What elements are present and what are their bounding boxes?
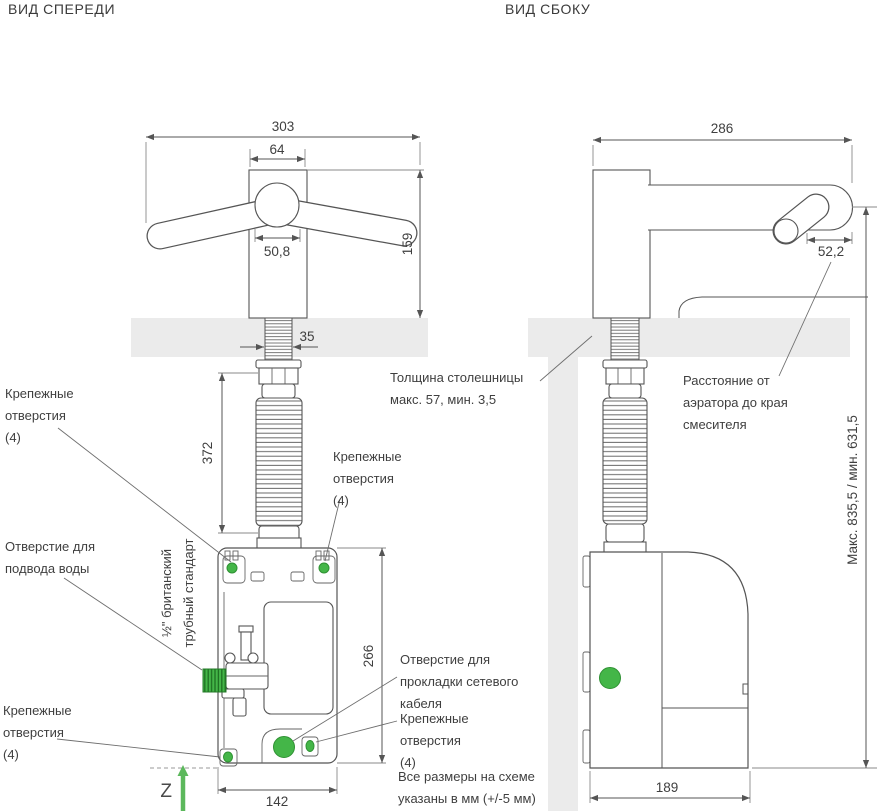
label-line: Крепежные xyxy=(5,386,74,401)
dim-front-top-width xyxy=(250,142,305,167)
label-line: подвода воды xyxy=(5,561,90,576)
dim-50-8: 50,8 xyxy=(263,244,291,259)
label-line: отверстия xyxy=(3,725,64,740)
cable-hole xyxy=(274,737,295,758)
z-axis xyxy=(150,765,218,811)
label-line: (4) xyxy=(5,430,21,445)
front-nut-assembly xyxy=(256,360,301,398)
cover-plate xyxy=(264,602,333,714)
label-line: (4) xyxy=(3,747,19,762)
control-unit-body-side xyxy=(590,552,748,768)
label-line: кабеля xyxy=(400,696,442,711)
faucet-knob xyxy=(255,183,299,227)
faucet-body-side xyxy=(593,170,650,318)
label-line: макс. 57, мин. 3,5 xyxy=(390,392,497,407)
label-line: отверстия xyxy=(5,408,66,423)
front-control-unit xyxy=(203,538,337,766)
z-axis-label: Z xyxy=(160,781,172,802)
dim-side-unit-depth xyxy=(590,771,750,803)
label-line: Крепежные xyxy=(400,711,469,726)
label-cable-hole xyxy=(400,652,518,711)
dim-189: 189 xyxy=(655,780,679,795)
label-line: (4) xyxy=(333,493,349,508)
front-hose xyxy=(256,398,302,526)
front-threaded-rod xyxy=(265,318,292,360)
label-line: отверстия xyxy=(333,471,394,486)
water-inlet-thread xyxy=(203,669,226,692)
label-dimensions-note xyxy=(398,769,536,806)
dim-front-height xyxy=(307,170,424,318)
label-line: прокладки сетевого xyxy=(400,674,519,689)
label-line: указаны в мм (+/-5 мм) xyxy=(398,791,536,806)
label-mounting-bottom-left xyxy=(3,703,72,762)
sink-outline xyxy=(679,297,868,318)
dim-35: 35 xyxy=(299,329,315,344)
dim-front-unit-height xyxy=(337,548,386,763)
mount-hole-bottom-center xyxy=(306,741,314,752)
dim-total-height xyxy=(752,207,877,768)
dim-159: 159 xyxy=(400,232,415,256)
dim-max-min-height: Макс. 835,5 / мин. 631,5 xyxy=(845,415,860,565)
label-line: Крепежные xyxy=(333,449,402,464)
front-view xyxy=(8,1,428,811)
label-line: ½" британский xyxy=(159,549,174,637)
dim-372: 372 xyxy=(200,441,215,465)
side-cabinet-panel xyxy=(548,357,578,811)
label-line: (4) xyxy=(400,755,416,770)
dim-286: 286 xyxy=(710,121,734,136)
dim-52-2: 52,2 xyxy=(817,244,845,259)
side-view-title: ВИД СБОКУ xyxy=(505,1,591,17)
label-line: Толщина столешницы xyxy=(390,370,524,385)
label-line: трубный стандарт xyxy=(181,538,196,648)
dim-aerator-offset xyxy=(807,232,852,259)
label-aerator-distance xyxy=(683,373,788,432)
z-arrow-head xyxy=(178,765,189,776)
label-mounting-mid-right xyxy=(333,449,402,508)
front-view-title: ВИД СПЕРЕДИ xyxy=(8,1,116,17)
label-line: Отверстие для xyxy=(400,652,491,667)
side-control-unit xyxy=(583,552,748,768)
label-line: аэратора до края xyxy=(683,395,788,410)
dim-front-unit-width xyxy=(218,767,337,809)
leader-mounting-bottom-left xyxy=(57,739,220,757)
label-pipe-standard xyxy=(159,538,196,647)
mount-hole-top-left xyxy=(227,563,237,573)
dim-front-hose xyxy=(200,373,258,533)
dim-64: 64 xyxy=(269,142,285,157)
side-tab-middle xyxy=(583,652,590,692)
side-threaded-rod xyxy=(611,318,639,360)
side-hose xyxy=(603,398,647,524)
label-line: смесителя xyxy=(683,417,747,432)
label-line: отверстия xyxy=(400,733,461,748)
dim-303: 303 xyxy=(271,119,295,134)
mount-hole-top-right xyxy=(319,563,329,573)
label-line: Все размеры на схеме xyxy=(398,769,535,784)
label-countertop-thickness xyxy=(390,370,523,407)
dim-142: 142 xyxy=(265,794,289,809)
mount-hole-bottom-left xyxy=(224,752,233,762)
side-tab-bottom xyxy=(583,730,590,763)
label-line: Расстояние от xyxy=(683,373,770,388)
side-cable-hole xyxy=(600,668,621,689)
side-tab-top xyxy=(583,556,590,587)
label-mounting-bottom-right xyxy=(400,711,469,770)
dim-266: 266 xyxy=(361,644,376,668)
label-water-inlet xyxy=(5,539,95,576)
side-countertop xyxy=(528,318,850,357)
label-line: Отверстие для xyxy=(5,539,96,554)
side-faucet xyxy=(593,170,853,318)
label-mounting-top-left xyxy=(5,386,74,445)
label-line: Крепежные xyxy=(3,703,72,718)
